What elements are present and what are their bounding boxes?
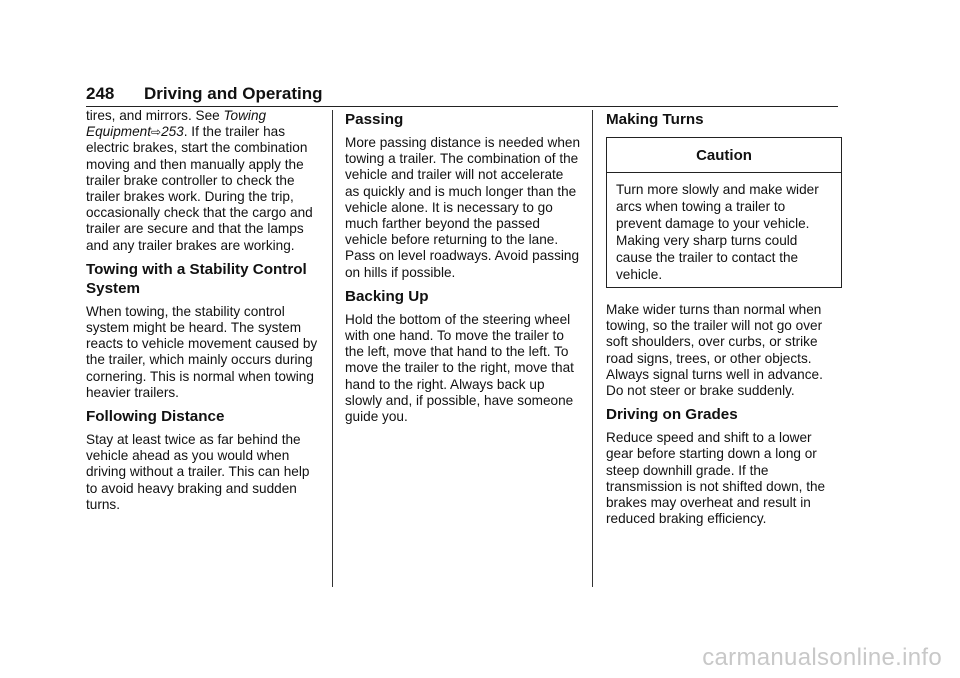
paragraph-stability-control: When towing, the stability control system might be heard. The system reacts to vehicle movement caused by the trailer, which mainly occurs during cornering. This is normal when towing heavier trailers.	[86, 303, 318, 400]
caution-title: Caution	[607, 138, 841, 173]
paragraph-making-turns: Make wider turns than normal when towing, so the trailer will not go over soft shoulders, over curbs, or strike road signs, trees, or other objects. Always signal turns well in advance. Do not steer or brake suddenly.	[606, 302, 823, 399]
column-middle	[345, 108, 581, 431]
intro-text-start: tires, and mirrors. See	[86, 108, 224, 123]
heading-stability-control: Towing with a Stability Control System	[86, 260, 307, 297]
heading-following-distance: Following Distance	[86, 408, 225, 426]
paragraph-following-distance: Stay at least twice as far behind the vehicle ahead as you would when driving without a trailer. This can help to avoid heavy braking and sudden turns.	[86, 432, 310, 512]
column-divider-right	[592, 110, 593, 587]
xref-arrow-icon: ⇨	[151, 125, 162, 140]
section-title: Driving and Operating	[144, 84, 323, 103]
intro-paragraph	[86, 108, 322, 254]
xref-towing-equipment-link[interactable]: Towing Equipment	[86, 108, 267, 140]
page-number: 248	[86, 84, 115, 103]
caution-text: Turn more slowly and make wider arcs when towing a trailer to prevent damage to your vehicle. Making very sharp turns could cause the trailer to contact the vehicle.	[616, 182, 819, 282]
watermark-text: carmanualsonline.info	[702, 644, 942, 671]
paragraph-driving-on-grades: Reduce speed and shift to a lower gear before starting down a long or steep downhill grade. If the transmission is not shifted down, the brakes may overheat and result in reduced braking efficiency.	[606, 430, 826, 527]
caution-box	[606, 137, 842, 288]
page-header	[86, 83, 838, 107]
column-right	[606, 108, 842, 533]
column-divider-left	[332, 110, 333, 587]
heading-passing: Passing	[345, 111, 404, 128]
intro-text-end: . If the trailer has electric brakes, start the combination moving and then manually apply the trailer brake controller to check the trailer brakes work. During the trip, occasionally check that the cargo and trailer are secure and that the lamps and any trailer brakes are working.	[86, 124, 313, 253]
heading-driving-on-grades: Driving on Grades	[606, 406, 738, 424]
xref-page-number[interactable]: 253	[161, 124, 184, 140]
column-left	[86, 108, 322, 519]
heading-backing-up: Backing Up	[345, 287, 429, 305]
paragraph-passing: More passing distance is needed when towing a trailer. The combination of the vehicle and trailer will not accelerate as quickly and is much longer than the vehicle alone. It is necessary to go much farther beyond the passed vehicle before returning to the lane. Pass on level roadways. Avoid passing on hills if possible.	[345, 135, 581, 280]
heading-making-turns: Making Turns	[606, 111, 704, 128]
paragraph-backing-up: Hold the bottom of the steering wheel with one hand. To move the trailer to the left, move that hand to the left. To move the trailer to the right, move that hand to the right. Always back up slowly and, if possible, have someone guide you.	[345, 311, 574, 425]
